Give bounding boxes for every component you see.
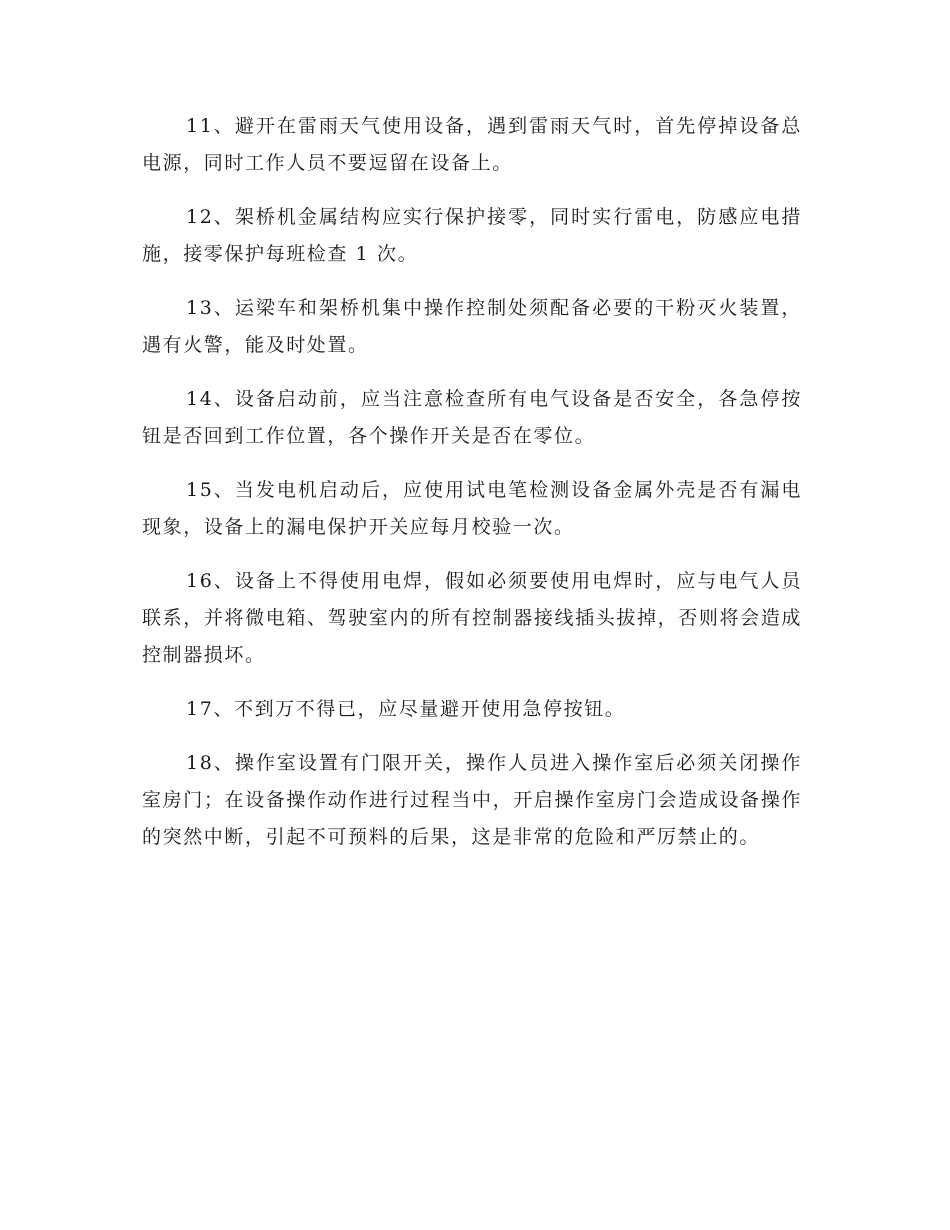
- paragraph-17: 17、不到万不得已，应尽量避开使用急停按钮。: [186, 698, 626, 720]
- paragraph-11: 11、避开在雷雨天气使用设备，遇到雷雨天气时，首先停掉设备总电源，同时工作人员不要逗留在设备上。: [142, 115, 802, 174]
- paragraph-18: 18、操作室设置有门限开关，操作人员进入操作室后必须关闭操作室房门；在设备操作动作进行过程当中，开启操作室房门会造成设备操作的突然中断，引起不可预料的后果，这是非常的危险和严厉禁止的。: [142, 752, 802, 848]
- document-body: [142, 108, 802, 873]
- paragraph-13: 13、运梁车和架桥机集中操作控制处须配备必要的干粉灭火装置，遇有火警，能及时处置。: [142, 297, 802, 356]
- paragraph-12: 12、架桥机金属结构应实行保护接零，同时实行雷电，防感应电措施，接零保护每班检查 1 次。: [142, 206, 802, 265]
- paragraph-16: 16、设备上不得使用电焊，假如必须要使用电焊时，应与电气人员联系，并将微电箱、驾驶室内的所有控制器接线插头拔掉，否则将会造成控制器损坏。: [142, 570, 802, 666]
- paragraph-14: 14、设备启动前，应当注意检查所有电气设备是否安全，各急停按钮是否回到工作位置，各个操作开关是否在零位。: [142, 388, 802, 447]
- paragraph-15: 15、当发电机启动后，应使用试电笔检测设备金属外壳是否有漏电现象，设备上的漏电保护开关应每月校验一次。: [142, 479, 802, 538]
